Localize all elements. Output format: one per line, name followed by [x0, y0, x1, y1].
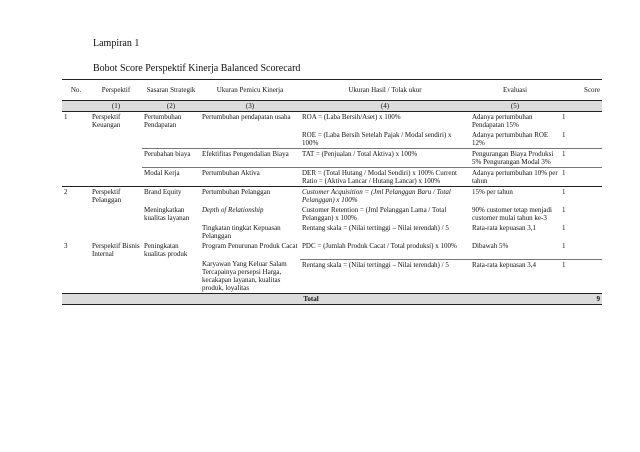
- row-score: 1: [562, 206, 566, 214]
- row-hasil: Customer Retention = (Jml Pelanggan Lama / Total Pelanggan) x 100%: [302, 206, 447, 222]
- row-perspektif: Perspektif Pelanggan: [90, 187, 142, 206]
- row-perspektif: Perspektif Keuangan: [90, 112, 142, 131]
- row-perspektif: [90, 205, 142, 223]
- row-score: 1: [562, 242, 566, 250]
- row-ukuran: Depth of Relationship: [202, 206, 264, 214]
- row-score: 1: [562, 131, 566, 139]
- appendix-label: Lampiran 1: [93, 38, 140, 49]
- row-score: 1: [560, 149, 602, 168]
- row-evaluasi: Adanya pertumbuhan 10% per tahun: [470, 168, 560, 187]
- header-evaluasi: Evaluasi: [470, 80, 560, 101]
- document-title: Bobot Score Perspektif Kinerja Balanced Scorecard: [93, 63, 301, 74]
- row-evaluasi: Adanya pertumbuhan Pendapatan 15%: [470, 112, 560, 131]
- row-score: 1: [560, 187, 602, 206]
- header-perspektif: Perspektif: [90, 80, 142, 101]
- row-sasaran: [142, 223, 200, 241]
- row-hasil: TAT = (Penjualan / Total Aktiva) x 100%: [300, 149, 470, 168]
- row-hasil: Customer Acquisition = (Jml Pelanggan Baru / Total Pelanggan) x 100%: [300, 187, 470, 206]
- row-no: [62, 223, 90, 241]
- row-perspektif: [90, 149, 142, 168]
- table-row: [62, 223, 602, 241]
- table-row: [62, 112, 602, 131]
- row-no: [62, 149, 90, 168]
- row-sasaran: [142, 130, 200, 149]
- row-sasaran: Brand Equity: [142, 187, 200, 206]
- row-evaluasi: 15% per tahun: [470, 187, 560, 206]
- row-perspektif: [90, 223, 142, 241]
- header-row: [62, 80, 602, 101]
- row-sasaran: Pertumbuhan Pendapatan: [142, 112, 200, 131]
- row-ukuran: Pertumbuhan Pelanggan: [200, 187, 300, 206]
- table-row: [62, 130, 602, 149]
- column-number: (2): [142, 101, 200, 112]
- row-evaluasi: Pengurangan Biaya Produksi 5% Pengurangan Modal 3%: [470, 149, 560, 168]
- row-no: 2: [62, 187, 90, 206]
- row-score: 1: [560, 112, 602, 131]
- row-evaluasi: 90% customer tetap menjadi customer mulai tahun ke-3: [472, 206, 552, 222]
- row-evaluasi: Rata-rata kepuasan 3,4: [470, 259, 560, 294]
- row-perspektif: [90, 130, 142, 149]
- row-perspektif: Perspektif Bisnis Internal: [92, 242, 140, 258]
- row-ukuran: Pertumbuhan pendapatan usaha: [200, 112, 300, 131]
- row-ukuran: [200, 130, 300, 149]
- row-hasil: ROA = (Laba Bersih/Aset) x 100%: [300, 112, 470, 131]
- table-row: [62, 241, 602, 259]
- row-sasaran: Modal Kerja: [142, 168, 200, 187]
- row-ukuran: Tingkatan tingkat Kepuasan Pelanggan: [202, 224, 281, 240]
- row-no: [62, 259, 90, 294]
- row-no: [62, 168, 90, 187]
- row-no: [62, 205, 90, 223]
- total-label: Total: [62, 294, 560, 305]
- row-score: 1: [560, 168, 602, 187]
- row-ukuran: Program Penurunan Produk Cacat: [202, 242, 298, 250]
- row-score: 1: [562, 224, 566, 232]
- header-no: No.: [62, 80, 90, 101]
- row-sasaran: Meningkatkan kualitas layanan: [144, 206, 190, 222]
- column-number: (1): [90, 101, 142, 112]
- header-sasaran: Sasaran Strategik: [142, 80, 200, 101]
- column-number: (4): [300, 101, 470, 112]
- row-perspektif: [90, 259, 142, 294]
- row-perspektif: [90, 168, 142, 187]
- row-hasil: ROE = (Laba Bersih Setelah Pajak / Modal sendiri) x 100%: [302, 131, 452, 147]
- row-hasil: Rentang skala = (Nilai tertinggi – Nilai terendah) / 5: [302, 224, 449, 232]
- table-row: [62, 259, 602, 294]
- row-sasaran: Perubahan biaya: [142, 149, 200, 168]
- column-number: (3): [200, 101, 300, 112]
- table-row: [62, 187, 602, 206]
- row-no: [62, 130, 90, 149]
- row-hasil: DER = (Total Hutang / Modal Sendiri) x 100% Current Ratio = (Aktiva Lancar / Hutang Lancar) x 100%: [300, 168, 470, 187]
- column-number: (5): [470, 101, 560, 112]
- total-row: [62, 294, 602, 305]
- row-ukuran: Karyawan Yang Keluar Salam Tercapainya persepsi Harga, kecakapan layanan, kualitas produk, loyalitas: [202, 260, 287, 292]
- balanced-scorecard-table: [62, 79, 602, 305]
- total-score: 9: [560, 294, 602, 305]
- row-no: 1: [62, 112, 90, 131]
- row-ukuran: Pertumbuhan Aktiva: [200, 168, 300, 187]
- row-evaluasi: Adanya pertumbuhan ROE 12%: [472, 131, 549, 147]
- row-score: 1: [560, 259, 602, 294]
- table-row: [62, 149, 602, 168]
- table-row: [62, 168, 602, 187]
- header-ukuran-pemicu: Ukuran Pemicu Kinerja: [200, 80, 300, 101]
- row-hasil: PDC = (Jumlah Produk Cacat / Total produksi) x 100%: [302, 242, 457, 250]
- row-no: 3: [64, 242, 68, 250]
- row-hasil: Rentang skala = (Nilai tertinggi – Nilai terendah) / 5: [300, 259, 470, 294]
- table-row: [62, 205, 602, 223]
- row-evaluasi: Rata-rata kepuasan 3,1: [472, 224, 536, 232]
- header-score: Score: [560, 80, 602, 101]
- row-sasaran: Peningkatan kualitas produk: [144, 242, 188, 258]
- column-number-row: [62, 101, 602, 112]
- row-evaluasi: Dibawah 5%: [472, 242, 509, 250]
- row-ukuran: Efektifitas Pengendalian Biaya: [200, 149, 300, 168]
- header-ukuran-hasil: Ukuran Hasil / Tolak ukur: [300, 80, 470, 101]
- row-sasaran: [142, 259, 200, 294]
